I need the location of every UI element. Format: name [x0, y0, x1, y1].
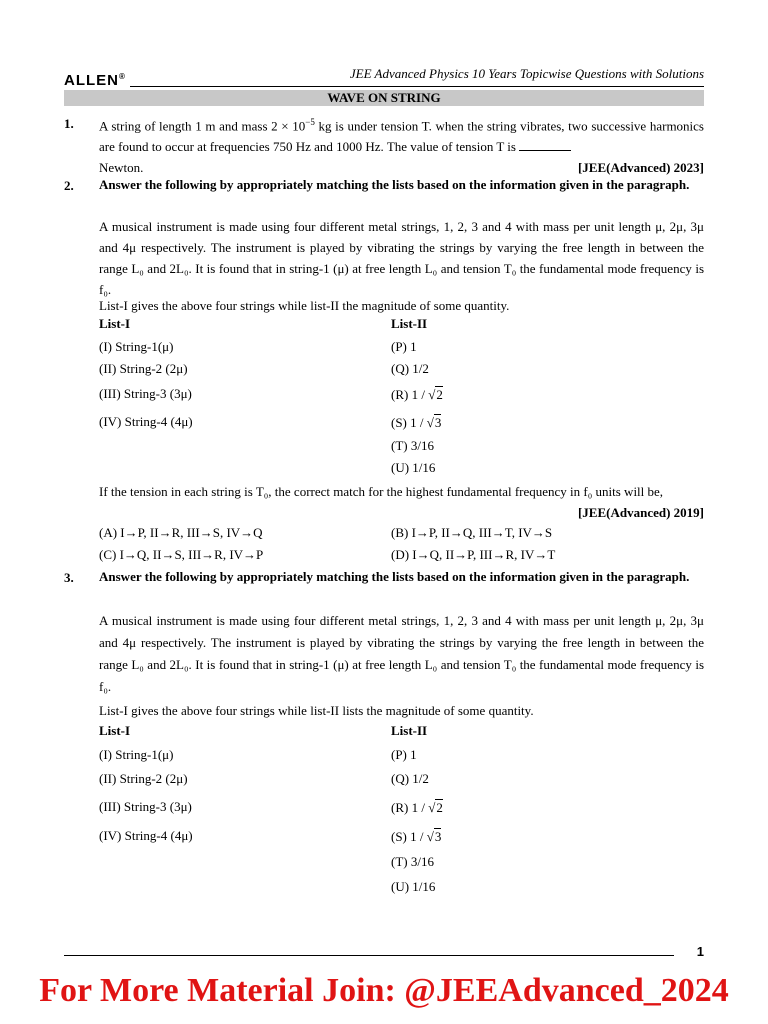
q2-list2-item-t: (T) 3/16 [391, 438, 434, 453]
question-2-instruction: Answer the following by appropriately matching the lists based on the information given in the paragraph. [99, 177, 690, 192]
q3-list2-item-p: (P) 1 [391, 747, 417, 762]
question-3-list-intro: List-I gives the above four strings while list-II lists the magnitude of some quantity. [99, 703, 534, 718]
option-c[interactable]: (C) I→Q, II→S, III→R, IV→P [99, 547, 264, 562]
question-3-paragraph: A musical instrument is made using four different metal strings, 1, 2, 3 and 4 with mass per unit length μ, 2μ, 3μ and 4μ respectively. The instrument is played by vibrating the strings by varying the free length in between the range L₀ and 2L₀. It is found that in string-1 (μ) at free length L₀ and tension T₀ the fundamental mode frequency is f₀. [99, 613, 704, 694]
q3-list1-title: List-I [99, 723, 131, 738]
question-3-instruction: Answer the following by appropriately matching the lists based on the information given in the paragraph. [99, 569, 690, 584]
footer-rule [64, 955, 674, 956]
q3-list1-item: (III) String-3 (3μ) [99, 799, 192, 814]
allen-logo: ALLEN® [64, 72, 126, 89]
answer-blank [519, 150, 571, 151]
q3-list1-item: (II) String-2 (2μ) [99, 771, 188, 786]
question-2-list-intro: List-I gives the above four strings while list-II the magnitude of some quantity. [99, 298, 510, 313]
q3-list1-item: (I) String-1(μ) [99, 747, 174, 762]
header-rule [130, 86, 704, 87]
q2-list2-item-q: (Q) 1/2 [391, 361, 429, 376]
promo-banner[interactable]: For More Material Join: @JEEAdvanced_2024 [39, 972, 729, 1009]
q3-list2-item-u: (U) 1/16 [391, 879, 436, 894]
q2-list1-item: (I) String-1(μ) [99, 339, 174, 354]
q2-list2-item-u: (U) 1/16 [391, 460, 436, 475]
option-b[interactable]: (B) I→P, II→Q, III→T, IV→S [391, 525, 553, 540]
q3-list2-item-r: (R) 1 / √2 [391, 800, 443, 815]
section-title: WAVE ON STRING [64, 90, 704, 106]
q2-list1-item: (IV) String-4 (4μ) [99, 414, 193, 429]
question-1-tag: [JEE(Advanced) 2023] [577, 160, 704, 176]
question-2-question: If the tension in each string is T₀, the correct match for the highest fundamental frequency in f₀ units will be, [JEE(Advanced) 2019] [99, 481, 704, 523]
q2-list2-item-p: (P) 1 [391, 339, 417, 354]
q2-list2-item-r: (R) 1 / √2 [391, 387, 443, 402]
q3-list2-item-t: (T) 3/16 [391, 854, 434, 869]
q3-list1-item: (IV) String-4 (4μ) [99, 828, 193, 843]
q2-list1-item: (III) String-3 (3μ) [99, 386, 192, 401]
question-3-number: 3. [64, 570, 74, 585]
q3-list2-item-s: (S) 1 / √3 [391, 829, 442, 844]
q3-list2-item-q: (Q) 1/2 [391, 771, 429, 786]
q2-list1-title: List-I [99, 316, 131, 331]
question-1-number: 1. [64, 116, 74, 131]
page-number: 1 [696, 944, 704, 959]
question-2-number: 2. [64, 178, 74, 193]
q2-list2-title: List-II [391, 316, 428, 331]
book-title: JEE Advanced Physics 10 Years Topicwise Questions with Solutions [349, 66, 704, 81]
option-a[interactable]: (A) I→P, II→R, III→S, IV→Q [99, 525, 263, 540]
q2-list2-item-s: (S) 1 / √3 [391, 415, 442, 430]
question-2-tag: [JEE(Advanced) 2019] [577, 505, 704, 520]
q3-list2-title: List-II [391, 723, 428, 738]
question-1-text: A string of length 1 m and mass $2 \times 10^{-5}$ kg is under tension T. when the string vibrates, two successive harmonics are found to occur at frequencies 750 Hz and 1000 Hz. The value of tension T is Newton. [JEE(Advanced) 2023] [99, 112, 704, 178]
q2-list1-item: (II) String-2 (2μ) [99, 361, 188, 376]
question-2-paragraph: A musical instrument is made using four different metal strings, 1, 2, 3 and 4 with mass per unit length μ, 2μ, 3μ and 4μ respectively. The instrument is played by vibrating the strings by varying the free length in between the range L₀ and 2L₀. It is found that in string-1 (μ) at free length L₀ and tension T₀ the fundamental mode frequency is f₀. [99, 219, 704, 297]
option-d[interactable]: (D) I→Q, II→P, III→R, IV→T [391, 547, 556, 562]
